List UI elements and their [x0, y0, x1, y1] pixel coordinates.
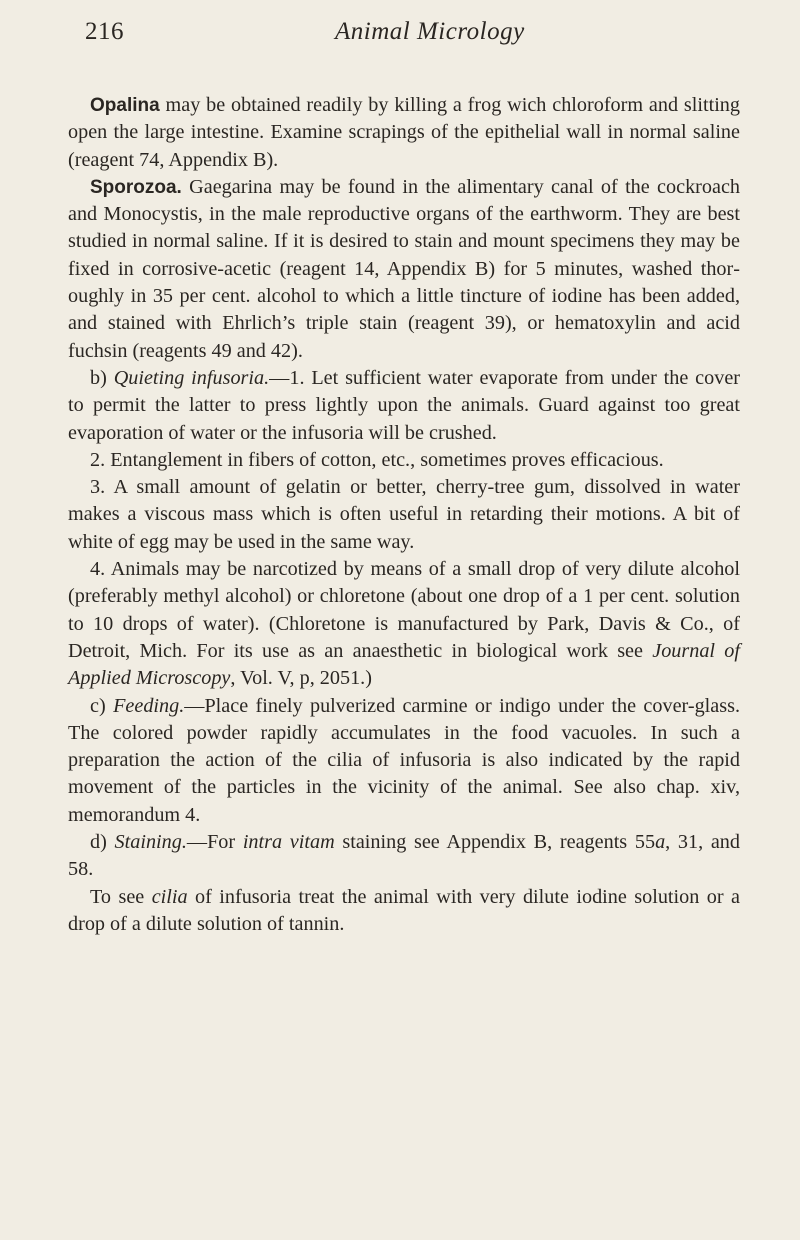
paragraph-text: , Vol. V, p, 2051.)	[230, 667, 372, 690]
journal-citation: Journal of Applied Microscopy	[68, 639, 740, 690]
paragraph-staining	[68, 829, 740, 884]
page-number: 216	[85, 18, 124, 45]
italic-phrase: cilia	[151, 885, 188, 908]
paragraph-cilia	[68, 884, 740, 939]
paragraph-text: staining see Appendix B, reagents 55	[334, 831, 656, 854]
section-heading: Staining.	[114, 831, 187, 854]
running-head: Animal Micrology	[335, 18, 525, 45]
body-text	[68, 92, 740, 938]
paragraph-text: may be obtained readily by killing a frog wich chloroform and slitting open the large intestine. Examine scrapings of the epithelial wall in normal saline (reagent 74, Appendix B).	[68, 94, 740, 171]
paragraph-entanglement	[68, 447, 740, 474]
paragraph-quieting	[68, 365, 740, 447]
paragraph-opalina	[68, 92, 740, 174]
item-label: d)	[90, 831, 107, 854]
section-heading: Feeding.	[113, 694, 185, 717]
item-label: b)	[90, 366, 107, 389]
page-header	[85, 18, 760, 54]
paragraph-text: —Place finely pulverized carmine or indigo under the cover-glass. The colored powder rapidly accumulates in the food vacuoles. In such a preparation the action of the cilia of infusoria is also indicated by the rapid movement of the particles in the vicinity of the animal. See also chap. xiv, memorandum 4.	[68, 694, 740, 826]
paragraph-feeding	[68, 693, 740, 829]
paragraph-text: 2. Entanglement in fibers of cotton, etc., sometimes proves efficacious.	[90, 448, 664, 471]
paragraph-gelatin	[68, 474, 740, 556]
paragraph-narcotized	[68, 556, 740, 692]
reagent-suffix: a	[655, 831, 666, 854]
paragraph-text: Gaegarina may be found in the alimentary canal of the cockroach and Monocystis, in the male reproductive organs of the earthworm. They are best studied in normal saline. If it is desired to stain and mount specimens they may be fixed in corrosive-acetic (reagent 14, Appendix B) for 5 minutes, washed thoroughly in 35 per cent. alcohol to which a little tincture of iodine has been added, and stained with Ehrlich’s triple stain (reagent 39), or hematoxylin and acid fuchsin (reagents 49 and 42).	[68, 175, 740, 362]
bold-lead-sporozoa: Sporozoa.	[90, 176, 182, 198]
paragraph-text: 4. Animals may be narcotized by means of a small drop of very dilute alcohol (preferably methyl alcohol) or chloretone (about one drop of a 1 per cent. solution to 10 drops of water). (Chloretone is manufactured by Park, Davis & Co., of Detroit, Mich. For its use as an anaesthetic in biological work see	[68, 558, 740, 662]
paragraph-text: 3. A small amount of gelatin or better, cherry-tree gum, dissolved in water makes a viscous mass which is often useful in retarding their motions. A bit of white of egg may be used in the same way.	[68, 476, 740, 553]
bold-lead-opalina: Opalina	[90, 95, 160, 116]
item-label: c)	[90, 694, 106, 717]
italic-phrase: intra vitam	[242, 831, 335, 854]
paragraph-text: —For	[186, 831, 243, 854]
paragraph-sporozoa	[68, 174, 740, 365]
paragraph-text: , 31, and 58.	[68, 831, 740, 881]
section-heading: Quieting infusoria.	[113, 366, 270, 389]
paragraph-text: of infusoria treat the animal with very dilute iodine solution or a drop of a dilute solution of tannin.	[68, 885, 740, 935]
paragraph-text: To see	[90, 885, 152, 908]
paragraph-text: —1. Let sufficient water evaporate from under the cover to permit the latter to press lightly upon the animals. Guard against too great evaporation of water or the infusoria will be crushed.	[68, 366, 741, 444]
